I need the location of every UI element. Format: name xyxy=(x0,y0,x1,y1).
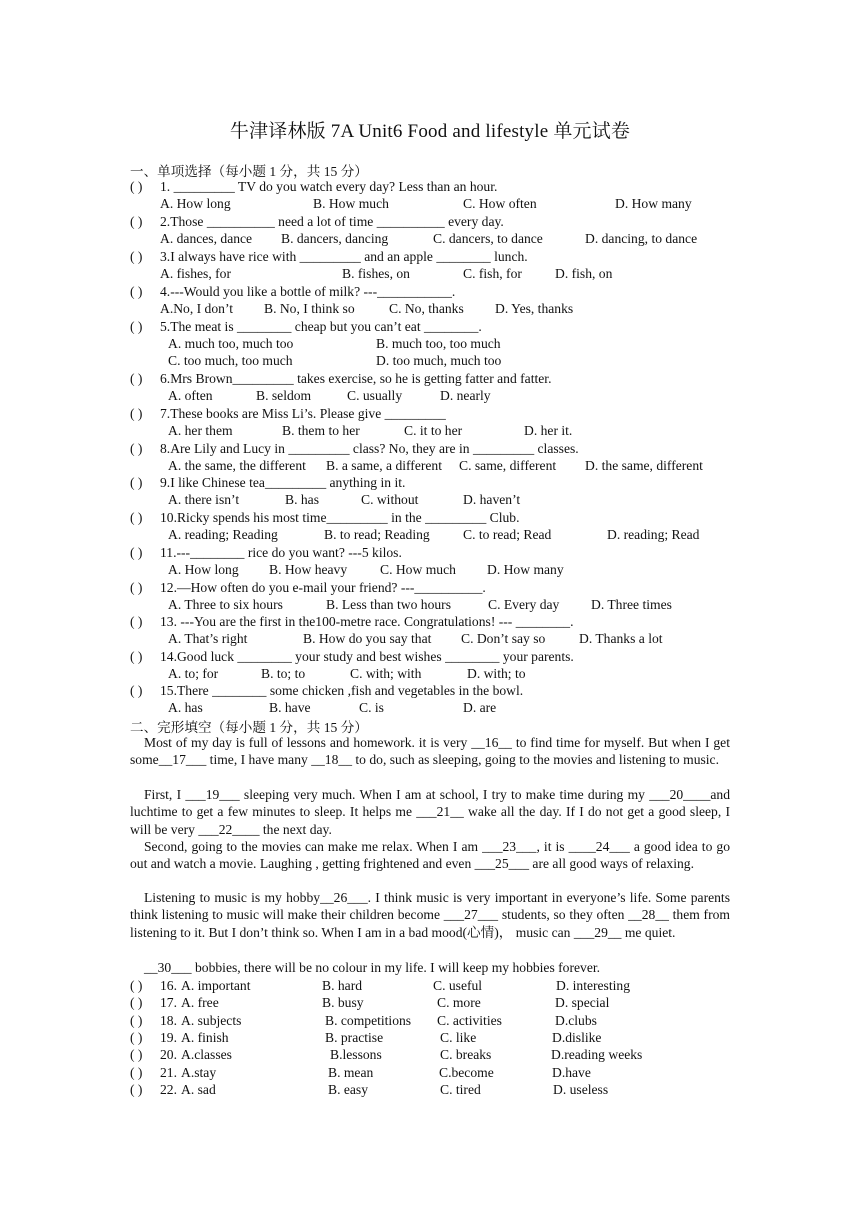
option-choice: B. a same, a different xyxy=(326,458,443,473)
option-choice: C. useful xyxy=(433,978,483,993)
option-choice: A. fishes, for xyxy=(160,266,231,281)
option-choice: D. How many xyxy=(615,196,692,211)
answer-bracket: ( ) xyxy=(130,249,143,264)
option-choice: D. her it. xyxy=(524,423,573,438)
answer-bracket: ( ) xyxy=(130,1065,143,1080)
answer-bracket: ( ) xyxy=(130,179,143,194)
option-choice: B. mean xyxy=(328,1065,374,1080)
page-title: 牛津译林版 7A Unit6 Food and lifestyle 单元试卷 xyxy=(229,121,631,142)
option-choice: C. Don’t say so xyxy=(461,631,546,646)
option-choice: B. busy xyxy=(322,995,364,1010)
option-choice: C. too much, too much xyxy=(168,353,293,368)
option-choice: B. dancers, dancing xyxy=(281,231,389,246)
option-choice: D. nearly xyxy=(440,388,491,403)
option-choice: B. How heavy xyxy=(269,562,348,577)
question-text: 3.I always have rice with _________ and an apple ________ lunch. xyxy=(160,249,528,264)
answer-bracket: ( ) xyxy=(130,510,143,525)
option-choice: A. the same, the different xyxy=(168,458,306,473)
option-choice: B. hard xyxy=(322,978,363,993)
question-text: 5.The meat is ________ cheap but you can’t eat ________. xyxy=(160,319,482,334)
option-choice: D.reading weeks xyxy=(551,1047,643,1062)
option-choice: C. activities xyxy=(437,1013,502,1028)
option-choice: B. to; to xyxy=(261,666,306,681)
option-choice: B. much too, too much xyxy=(376,336,501,351)
option-choice: D. too much, much too xyxy=(376,353,502,368)
option-choice: C. tired xyxy=(440,1082,481,1097)
passage-paragraph: First, I ___19___ sleeping very much. When I am at school, I try to make time during my ___20____and luchtime to get a few minutes to sleep. It helps me ___21__ wake all the day. If I do not get a good sleep, I will be very ___22____ the next day. xyxy=(130,787,730,837)
answer-bracket: ( ) xyxy=(130,614,143,629)
option-choice: A. How long xyxy=(168,562,239,577)
answer-bracket: ( ) xyxy=(130,475,143,490)
option-choice: A. That’s right xyxy=(168,631,248,646)
option-choice: A. much too, much too xyxy=(168,336,294,351)
option-choice: C. without xyxy=(361,492,419,507)
answer-bracket: ( ) xyxy=(130,995,143,1010)
passage-paragraph: Most of my day is full of lessons and homework. it is very __16__ to find time for myself. But when I get some__17___ time, I have many __18__ to do, such as sleeping, going to the movies and listening to music. xyxy=(130,735,730,768)
option-choice: B. has xyxy=(285,492,319,507)
option-choice: C. How often xyxy=(463,196,537,211)
option-choice: A.classes xyxy=(181,1047,232,1062)
option-choice: B. practise xyxy=(325,1030,384,1045)
answer-bracket: ( ) xyxy=(130,978,143,993)
question-text: 13. ---You are the first in the100-metre race. Congratulations! --- ________. xyxy=(160,614,574,629)
question-number: 22. xyxy=(160,1082,177,1097)
option-choice: B. Less than two hours xyxy=(326,597,451,612)
answer-bracket: ( ) xyxy=(130,214,143,229)
answer-bracket: ( ) xyxy=(130,284,143,299)
option-choice: C. is xyxy=(359,700,384,715)
answer-bracket: ( ) xyxy=(130,545,143,560)
option-choice: B.lessons xyxy=(330,1047,382,1062)
option-choice: A. reading; Reading xyxy=(168,527,278,542)
option-choice: A. to; for xyxy=(168,666,219,681)
option-choice: D. Three times xyxy=(591,597,672,612)
question-text: 14.Good luck ________ your study and best wishes ________ your parents. xyxy=(160,649,574,664)
option-choice: A. her them xyxy=(168,423,233,438)
option-choice: B. No, I think so xyxy=(264,301,355,316)
option-choice: D.clubs xyxy=(555,1013,597,1028)
option-choice: A. dances, dance xyxy=(160,231,253,246)
option-choice: A.No, I don’t xyxy=(160,301,233,316)
option-choice: D. Thanks a lot xyxy=(579,631,663,646)
option-choice: B. to read; Reading xyxy=(324,527,430,542)
option-choice: C. more xyxy=(437,995,481,1010)
answer-bracket: ( ) xyxy=(130,1082,143,1097)
option-choice: A. free xyxy=(181,995,219,1010)
answer-bracket: ( ) xyxy=(130,683,143,698)
option-choice: C. How much xyxy=(380,562,456,577)
option-choice: C.become xyxy=(439,1065,494,1080)
option-choice: B. competitions xyxy=(325,1013,412,1028)
option-choice: D. the same, different xyxy=(585,458,703,473)
question-text: 6.Mrs Brown_________ takes exercise, so he is getting fatter and fatter. xyxy=(160,371,552,386)
question-text: 11.---________ rice do you want? ---5 kilos. xyxy=(160,545,402,560)
option-choice: C. breaks xyxy=(440,1047,492,1062)
option-choice: A. has xyxy=(168,700,203,715)
passage-paragraph: Listening to music is my hobby__26___. I think music is very important in everyone’s life. Some parents think listening to music will make their children become ___27___ students, so they often __28__ them from listening to it. But I don’t think so. When I am in a bad mood(心情)， music can ___29__ me quiet. xyxy=(130,890,730,940)
question-number: 16. xyxy=(160,978,177,993)
option-choice: A. often xyxy=(168,388,213,403)
question-text: 9.I like Chinese tea_________ anything in it. xyxy=(160,475,406,490)
option-choice: A. important xyxy=(181,978,251,993)
question-text: 15.There ________ some chicken ,fish and vegetables in the bowl. xyxy=(160,683,524,698)
question-text: 12.—How often do you e-mail your friend? ---__________. xyxy=(160,580,486,595)
option-choice: B. How do you say that xyxy=(303,631,432,646)
question-text: 8.Are Lily and Lucy in _________ class? No, they are in _________ classes. xyxy=(160,441,579,456)
option-choice: B. fishes, on xyxy=(342,266,410,281)
question-text: 2.Those __________ need a lot of time __________ every day. xyxy=(160,214,504,229)
answer-bracket: ( ) xyxy=(130,441,143,456)
answer-bracket: ( ) xyxy=(130,580,143,595)
answer-bracket: ( ) xyxy=(130,1047,143,1062)
question-text: 4.---Would you like a bottle of milk? ---___________. xyxy=(160,284,456,299)
option-choice: D. Yes, thanks xyxy=(495,301,574,316)
option-choice: A.stay xyxy=(181,1065,217,1080)
option-choice: C. usually xyxy=(347,388,403,403)
answer-bracket: ( ) xyxy=(130,371,143,386)
option-choice: C. No, thanks xyxy=(389,301,464,316)
option-choice: C. same, different xyxy=(459,458,557,473)
option-choice: D.have xyxy=(552,1065,591,1080)
question-number: 18. xyxy=(160,1013,177,1028)
option-choice: A. How long xyxy=(160,196,231,211)
question-number: 19. xyxy=(160,1030,177,1045)
option-choice: D. How many xyxy=(487,562,564,577)
option-choice: C. fish, for xyxy=(463,266,522,281)
option-choice: C. it to her xyxy=(404,423,463,438)
question-text: 10.Ricky spends his most time_________ in the _________ Club. xyxy=(160,510,520,525)
answer-bracket: ( ) xyxy=(130,406,143,421)
option-choice: B. easy xyxy=(328,1082,369,1097)
question-number: 20. xyxy=(160,1047,177,1062)
option-choice: A. there isn’t xyxy=(168,492,240,507)
option-choice: B. them to her xyxy=(282,423,360,438)
option-choice: C. dancers, to dance xyxy=(433,231,543,246)
answer-bracket: ( ) xyxy=(130,1013,143,1028)
option-choice: D.dislike xyxy=(552,1030,602,1045)
option-choice: A. sad xyxy=(181,1082,216,1097)
option-choice: A. subjects xyxy=(181,1013,242,1028)
option-choice: D. fish, on xyxy=(555,266,613,281)
option-choice: D. useless xyxy=(553,1082,609,1097)
answer-bracket: ( ) xyxy=(130,319,143,334)
option-choice: D. special xyxy=(555,995,610,1010)
option-choice: D. interesting xyxy=(556,978,630,993)
option-choice: B. have xyxy=(269,700,311,715)
section-1-heading: 一、单项选择（每小题 1 分，共 15 分） xyxy=(130,164,368,179)
option-choice: A. finish xyxy=(181,1030,229,1045)
question-number: 17. xyxy=(160,995,177,1010)
option-choice: C. with; with xyxy=(350,666,422,681)
option-choice: A. Three to six hours xyxy=(168,597,283,612)
answer-bracket: ( ) xyxy=(130,1030,143,1045)
section-2-heading: 二、完形填空（每小题 1 分，共 15 分） xyxy=(130,720,368,735)
option-choice: C. Every day xyxy=(488,597,560,612)
passage-paragraph: __30___ bobbies, there will be no colour in my life. I will keep my hobbies forever. xyxy=(144,960,601,975)
passage-paragraph: Second, going to the movies can make me relax. When I am ___23___, it is ____24___ a good idea to go out and watch a movie. Laughing , getting frightened and even ___25___ are all good ways of relaxing. xyxy=(130,839,730,872)
answer-bracket: ( ) xyxy=(130,649,143,664)
question-number: 21. xyxy=(160,1065,177,1080)
option-choice: C. to read; Read xyxy=(463,527,552,542)
question-text: 1. _________ TV do you watch every day? Less than an hour. xyxy=(160,179,498,194)
option-choice: B. seldom xyxy=(256,388,312,403)
option-choice: B. How much xyxy=(313,196,389,211)
option-choice: C. like xyxy=(440,1030,477,1045)
option-choice: D. are xyxy=(463,700,497,715)
option-choice: D. reading; Read xyxy=(607,527,700,542)
option-choice: D. with; to xyxy=(467,666,526,681)
option-choice: D. dancing, to dance xyxy=(585,231,698,246)
question-text: 7.These books are Miss Li’s. Please give _________ xyxy=(160,406,446,421)
option-choice: D. haven’t xyxy=(463,492,521,507)
